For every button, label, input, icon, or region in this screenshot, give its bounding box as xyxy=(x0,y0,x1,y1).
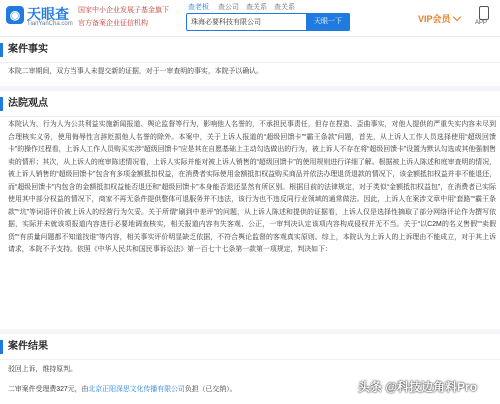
app-download[interactable] xyxy=(472,6,494,30)
case-facts-card xyxy=(0,37,500,86)
phone-icon xyxy=(479,6,489,20)
section-bar xyxy=(0,97,3,111)
top-header xyxy=(0,0,500,37)
search-input[interactable] xyxy=(191,15,301,28)
search-box xyxy=(186,13,350,31)
court-opinion-card xyxy=(0,91,500,329)
tab-search-relation-2[interactable]: 查关系 xyxy=(274,4,295,11)
app-label: APP xyxy=(475,20,488,26)
vip-label: VIP会员 xyxy=(418,14,451,24)
court-opinion-text: 本院认为，行为人为公共利益实施新闻报道、舆论监督等行为，影响他人名誉的，不承担民事责任，但存在捏造、歪曲事实，对他人提供的严重失实内容未尽到合理核实义务，使用侮辱性言辞贬损他人名誉的除外。本案中，关于上诉人报道的“超级回馈卡”“霸王条款”问题，首先，从上诉人工作人员选择使用“超级回馈卡”的操作过程看，上诉人工作人员购买实涉“超级回馈卡”应是其在自愿基础上主动勾选做出的行为，被上诉人不存在将“超级回馈卡”设置为默认勾选或其他强制售卖的情形；其次，从上诉人的庭审陈述情况看，上诉人实际并能对被上诉人销售的“超级回馈卡”的使用规则进行详细了解。根据被上诉人陈述和庭审查明的情况，被上诉人销售的“超级回馈卡”包含有多项金额抵扣权益，在消费者实际使用金额抵扣权益购买商品并依法办理退货退款的情况下，该金额抵扣权益并非不能退还，而“超级回馈卡”内包含的金额抵扣权益能否退还和“超级回馈卡”本身能否退还显然有所区别。根据目前的法律规定，对于类似“金额抵扣权益包”，在消费者已实际使用其中部分权益的情况下，商家不再无条件提供整体可退服务并不违法，该行为也不违反同行业领域的通常做法。因此，上诉人在案涉文章中用“套路”“霸王条款”“坑”等词语评价被上诉人的经营行为欠妥。关于所谓“刷到中差评”的问题，从上诉人陈述和提供的证据看，上诉人仅是选择性摘取了部分网络评论作为撰写依据，实际并未就该项报道内容进行必要地调查核实，相关报道内容有失客观、公正，一审判决认定该项内容构成侵权并无不当。关于“以C2M的名义售假”“卖假货”“有质量问题都不知道找谁”等内容，相关事实评价明显缺乏依据，不符合舆论监督的客观真实原则。综上，本院认为上诉人的上诉理由不能成立，对于其上诉请求，本院不予支持。依照《中华人民共和国民事诉讼法》第一百七十七条第一款第一项规定，判决如下： xyxy=(8,121,496,253)
tab-search-boss[interactable]: 查老板 xyxy=(188,4,209,11)
tab-search-relation[interactable]: 查关系 xyxy=(246,4,267,11)
fee-suffix: 负担（已交纳）。 xyxy=(184,386,237,393)
tab-search-company[interactable]: 查公司 xyxy=(218,4,239,11)
chevron-down-icon xyxy=(452,13,460,21)
site-logo[interactable] xyxy=(6,4,73,32)
divider xyxy=(0,116,500,117)
case-facts-text: 本院二审期间，双方当事人未提交新的证据，对于一审查明的事实，本院予以确认。 xyxy=(8,68,263,75)
case-facts-title: 案件事实 xyxy=(8,44,48,55)
official-badge xyxy=(78,3,169,31)
divider xyxy=(0,359,500,360)
eye-icon: ◉ xyxy=(6,6,24,24)
case-result-text: 驳回上诉，维持原判。 xyxy=(8,366,77,373)
divider xyxy=(0,62,500,63)
section-bar xyxy=(0,340,3,354)
source-watermark: 头条 @科技边角料Pro xyxy=(358,380,478,394)
court-opinion-title: 法院观点 xyxy=(8,98,48,109)
case-result-title: 案件结果 xyxy=(8,341,48,352)
badge-line-1: 国家中小企业发展子基金旗下 xyxy=(78,7,169,14)
logo-domain: TianYanCha.com xyxy=(27,21,73,27)
vip-menu[interactable] xyxy=(418,12,460,25)
badge-line-2: 官方备案企业征信机构 xyxy=(78,20,148,27)
fee-prefix: 二审案件受理费327元，由 xyxy=(8,386,89,393)
search-button[interactable]: 天眼一下 xyxy=(306,13,350,31)
fee-party-link[interactable]: 北京正阳深思文化传播有限公司 xyxy=(88,386,185,393)
logo-name: 天眼查 xyxy=(27,6,69,22)
section-bar xyxy=(0,43,3,57)
